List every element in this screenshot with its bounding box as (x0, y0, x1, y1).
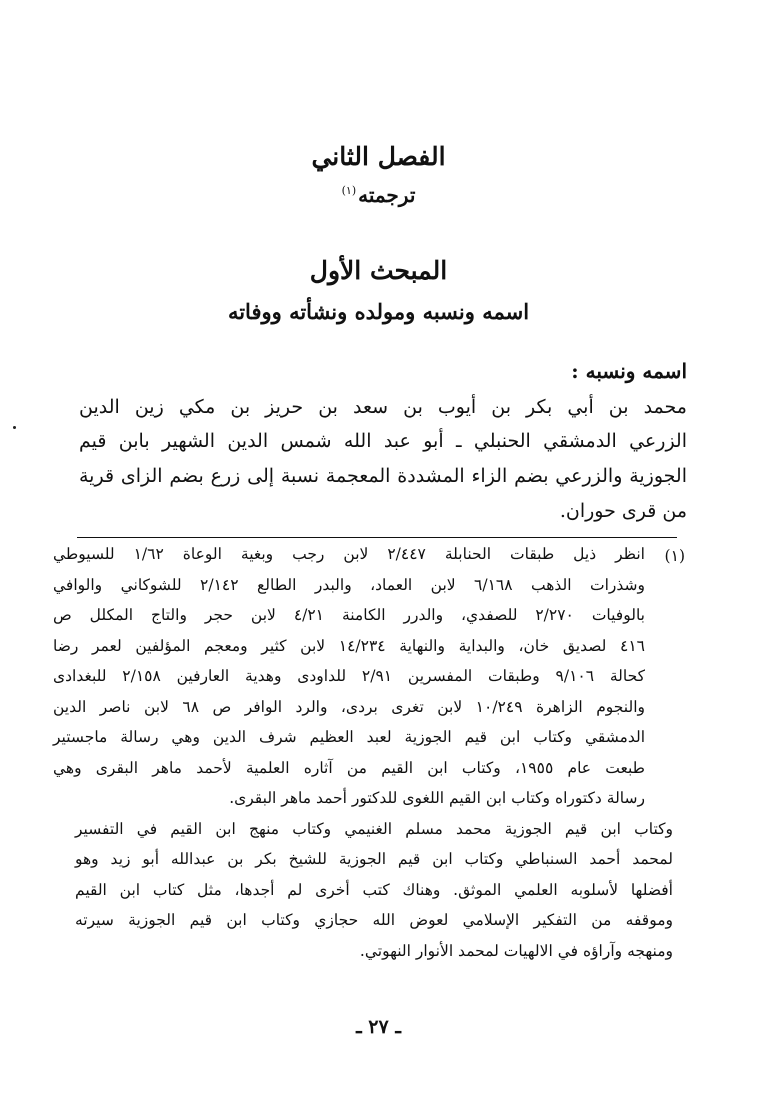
body-line: من قرى حوران. (559, 500, 687, 522)
chapter-title: الفصل الثاني (311, 142, 446, 171)
translation-label: ترجمته (358, 183, 416, 207)
scan-speck (13, 426, 16, 429)
footnote-line: انظر ذيل طبقات الحنابلة ٢/٤٤٧ لابن رجب وبغية الوعاة ١/٦٢ للسيوطي (53, 545, 645, 563)
section-subtitle: اسمه ونسبه ومولده ونشأته ووفاته (227, 299, 530, 324)
translation-heading (0, 183, 757, 207)
body-line: محمد بن أبي بكر بن أيوب بن سعد بن حريز بن مكي زين الدين (79, 396, 687, 418)
footnote-line: طبعت عام ١٩٥٥، وكتاب ابن القيم من آثاره العلمية لأحمد ماهر البقرى وهي (53, 759, 645, 777)
footnote-line: ٤١٦ لصديق خان، والبداية والنهاية ١٤/٢٣٤ لابن كثير ومعجم المؤلفين لعمر رضا (53, 637, 645, 655)
footnote-line: وكتاب ابن قيم الجوزية محمد مسلم الغنيمي وكتاب منهج ابن القيم في التفسير (75, 820, 673, 838)
footnote-line: وشذرات الذهب ٦/١٦٨ لابن العماد، والبدر الطالع ٢/١٤٢ للشوكاني والوافي (53, 576, 645, 594)
footnote-line: وموقفه من التفكير الإسلامي لعوض الله حجازي وكتاب ابن قيم الجوزية سيرته (75, 911, 673, 929)
body-line: الجوزية والزرعي بضم الزاء المشددة المعجمة نسبة إلى زرع بضم الزاى قرية (79, 465, 687, 487)
footnote-line: بالوفيات ٢/٢٧٠ للصفدي، والدرر الكامنة ٤/٢١ لابن حجر والتاج المكلل ص (53, 606, 645, 624)
footnote-line: أفضلها لأسلوبه العلمي الموثق. وهناك كتب أخرى لم أجدها، مثل كتاب ابن القيم (75, 881, 673, 899)
footnote-line: رسالة دكتوراه وكتاب ابن القيم اللغوى للدكتور أحمد ماهر البقرى. (229, 789, 645, 807)
footnote-number: (١) (664, 547, 685, 565)
body-line: الزرعي الدمشقي الحنبلي ـ أبو عبد الله شمس الدين الشهير بابن قيم (79, 430, 687, 452)
footnote-line: كحالة ٩/١٠٦ وطبقات المفسرين ٢/٩١ للداودى وهدية العارفين ٢/١٥٨ للبغدادى (53, 667, 645, 685)
name-lineage-heading: اسمه ونسبه : (571, 359, 687, 383)
page-number: ـ ٢٧ ـ (356, 1016, 401, 1038)
footnote-line: لمحمد أحمد السنباطي وكتاب ابن قيم الجوزية للشيخ بكر بن عبدالله أبو زيد وهو (75, 850, 673, 868)
section-title: المبحث الأول (309, 256, 448, 285)
footnote-line: والنجوم الزاهرة ١٠/٢٤٩ لابن تغرى بردى، والرد الوافر ص ٦٨ لابن ناصر الدين (53, 698, 646, 716)
footnote-line: ومنهجه وآراؤه في الالهيات لمحمد الأنوار النهوتي. (359, 942, 673, 960)
footnote-marker: (١) (341, 184, 357, 198)
footnote-separator (77, 537, 677, 538)
footnote-line: الدمشقي وكتاب ابن قيم الجوزية لعبد العظيم شرف الدين وهي رسالة ماجستير (53, 728, 645, 746)
